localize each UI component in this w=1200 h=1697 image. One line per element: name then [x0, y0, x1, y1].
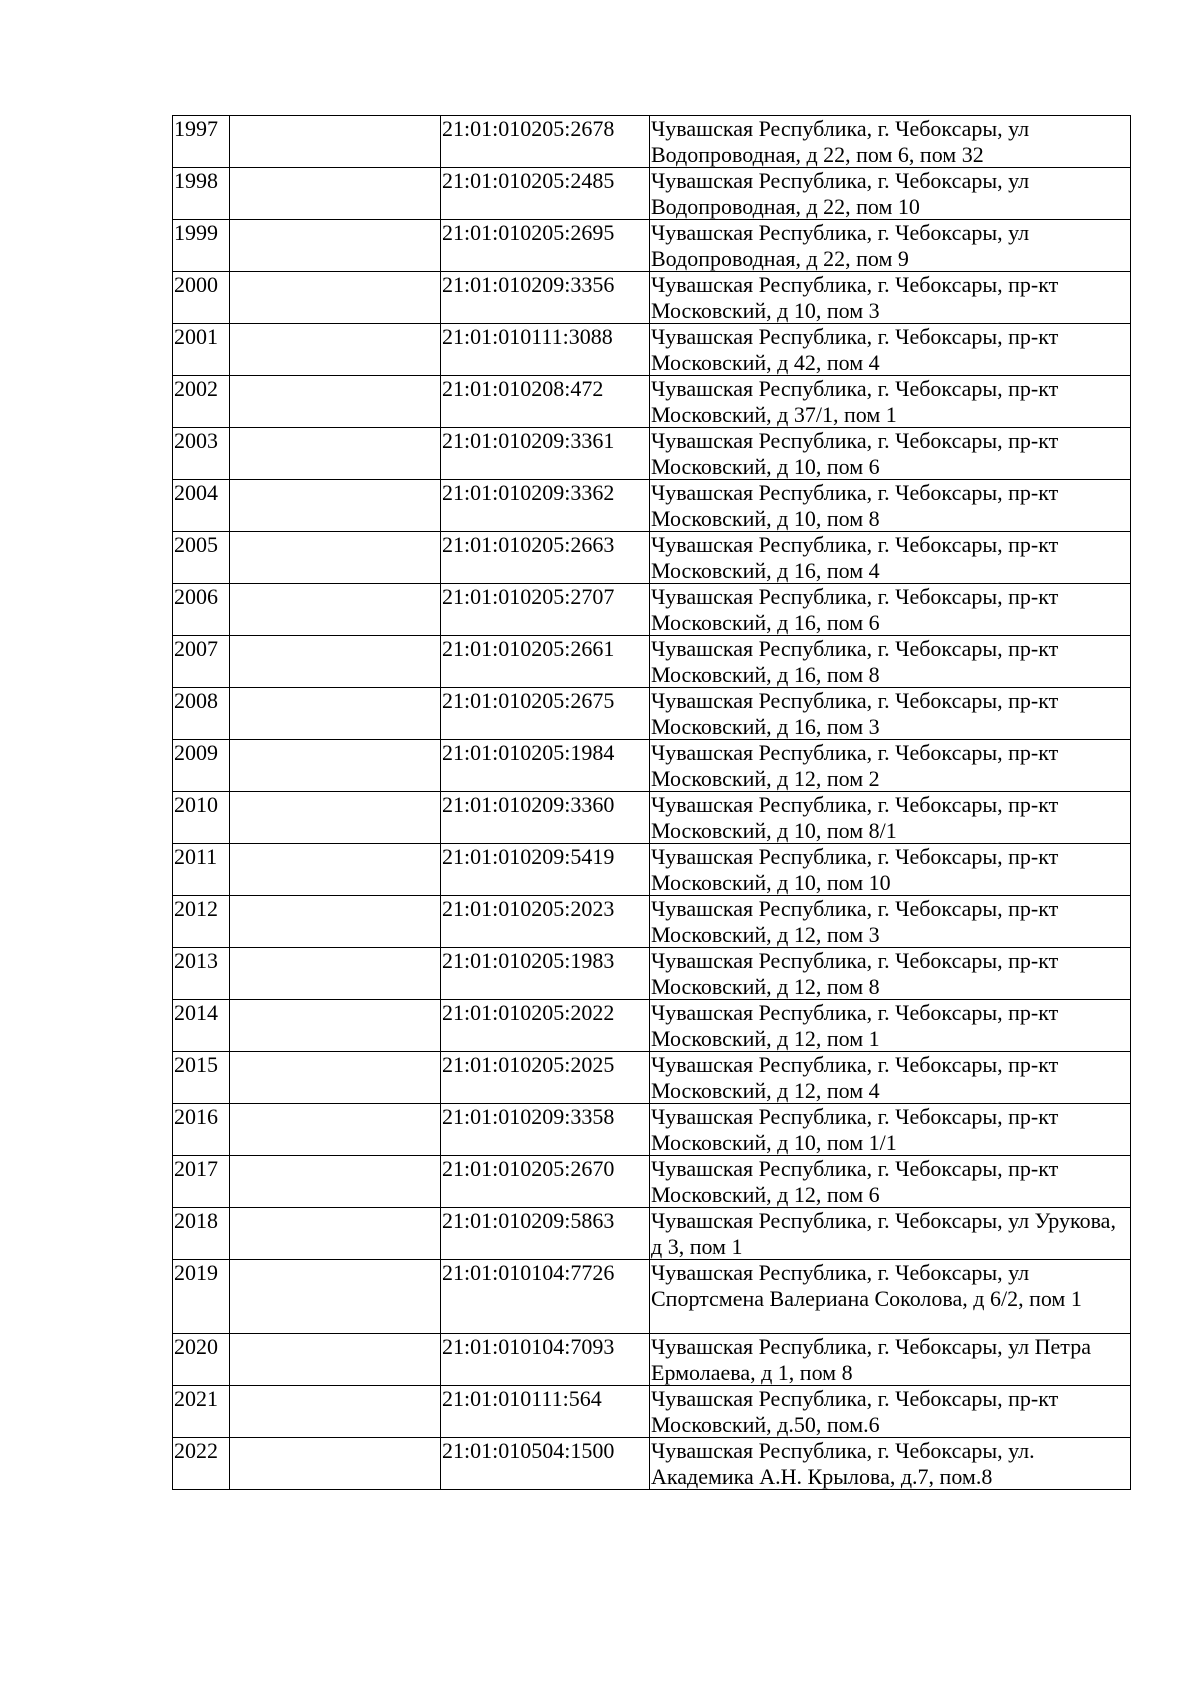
address-cell: Чувашская Республика, г. Чебоксары, пр-кт Московский, д 10, пом 8 — [650, 480, 1131, 532]
owner-cell — [230, 1438, 441, 1490]
address-cell: Чувашская Республика, г. Чебоксары, пр-кт Московский, д 10, пом 6 — [650, 428, 1131, 480]
table-row — [173, 1104, 1131, 1156]
row-number-cell: 2022 — [173, 1438, 230, 1490]
row-number-cell: 2001 — [173, 324, 230, 376]
address-cell: Чувашская Республика, г. Чебоксары, пр-кт Московский, д 16, пом 8 — [650, 636, 1131, 688]
owner-cell — [230, 1104, 441, 1156]
row-number-cell: 2012 — [173, 896, 230, 948]
cadastral-number-cell: 21:01:010209:3358 — [441, 1104, 650, 1156]
cadastral-number-cell: 21:01:010205:2675 — [441, 688, 650, 740]
cadastral-number-cell: 21:01:010205:2661 — [441, 636, 650, 688]
owner-cell — [230, 1334, 441, 1386]
cadastral-number-cell: 21:01:010205:1984 — [441, 740, 650, 792]
address-cell: Чувашская Республика, г. Чебоксары, ул Водопроводная, д 22, пом 6, пом 32 — [650, 116, 1131, 168]
row-number-cell: 2014 — [173, 1000, 230, 1052]
row-number-cell: 1997 — [173, 116, 230, 168]
address-cell: Чувашская Республика, г. Чебоксары, ул. Академика А.Н. Крылова, д.7, пом.8 — [650, 1438, 1131, 1490]
owner-cell — [230, 220, 441, 272]
owner-cell — [230, 584, 441, 636]
cadastral-number-cell: 21:01:010205:2707 — [441, 584, 650, 636]
row-number-cell: 2019 — [173, 1260, 230, 1334]
address-cell: Чувашская Республика, г. Чебоксары, ул Петра Ермолаева, д 1, пом 8 — [650, 1334, 1131, 1386]
table-row — [173, 792, 1131, 844]
owner-cell — [230, 896, 441, 948]
table-row — [173, 168, 1131, 220]
row-number-cell: 2006 — [173, 584, 230, 636]
address-cell: Чувашская Республика, г. Чебоксары, ул Водопроводная, д 22, пом 9 — [650, 220, 1131, 272]
table-row — [173, 584, 1131, 636]
row-number-cell: 2015 — [173, 1052, 230, 1104]
address-cell: Чувашская Республика, г. Чебоксары, пр-кт Московский, д 12, пом 3 — [650, 896, 1131, 948]
row-number-cell: 1998 — [173, 168, 230, 220]
table-row — [173, 532, 1131, 584]
owner-cell — [230, 532, 441, 584]
address-cell: Чувашская Республика, г. Чебоксары, пр-кт Московский, д 12, пом 4 — [650, 1052, 1131, 1104]
cadastral-number-cell: 21:01:010209:5863 — [441, 1208, 650, 1260]
table-row — [173, 220, 1131, 272]
row-number-cell: 1999 — [173, 220, 230, 272]
table-row — [173, 428, 1131, 480]
cadastral-number-cell: 21:01:010104:7726 — [441, 1260, 650, 1334]
address-cell: Чувашская Республика, г. Чебоксары, пр-кт Московский, д 16, пом 4 — [650, 532, 1131, 584]
table-row — [173, 480, 1131, 532]
owner-cell — [230, 1000, 441, 1052]
owner-cell — [230, 948, 441, 1000]
row-number-cell: 2016 — [173, 1104, 230, 1156]
address-cell: Чувашская Республика, г. Чебоксары, пр-кт Московский, д 37/1, пом 1 — [650, 376, 1131, 428]
table-row — [173, 948, 1131, 1000]
cadastral-number-cell: 21:01:010205:2695 — [441, 220, 650, 272]
owner-cell — [230, 272, 441, 324]
address-cell: Чувашская Республика, г. Чебоксары, пр-кт Московский, д 42, пом 4 — [650, 324, 1131, 376]
address-cell: Чувашская Республика, г. Чебоксары, пр-кт Московский, д 10, пом 10 — [650, 844, 1131, 896]
row-number-cell: 2009 — [173, 740, 230, 792]
cadastral-number-cell: 21:01:010205:2670 — [441, 1156, 650, 1208]
address-cell: Чувашская Республика, г. Чебоксары, пр-кт Московский, д 10, пом 8/1 — [650, 792, 1131, 844]
table-row — [173, 1052, 1131, 1104]
row-number-cell: 2005 — [173, 532, 230, 584]
table-row — [173, 272, 1131, 324]
address-cell: Чувашская Республика, г. Чебоксары, пр-кт Московский, д 12, пом 6 — [650, 1156, 1131, 1208]
row-number-cell: 2017 — [173, 1156, 230, 1208]
row-number-cell: 2021 — [173, 1386, 230, 1438]
owner-cell — [230, 844, 441, 896]
table-row — [173, 896, 1131, 948]
row-number-cell: 2010 — [173, 792, 230, 844]
table-row — [173, 636, 1131, 688]
cadastral-number-cell: 21:01:010205:2022 — [441, 1000, 650, 1052]
cadastral-number-cell: 21:01:010209:5419 — [441, 844, 650, 896]
cadastral-number-cell: 21:01:010205:2678 — [441, 116, 650, 168]
owner-cell — [230, 740, 441, 792]
row-number-cell: 2000 — [173, 272, 230, 324]
cadastral-number-cell: 21:01:010205:2663 — [441, 532, 650, 584]
owner-cell — [230, 376, 441, 428]
cadastral-number-cell: 21:01:010209:3362 — [441, 480, 650, 532]
registry-body — [173, 116, 1131, 1490]
cadastral-number-cell: 21:01:010209:3356 — [441, 272, 650, 324]
address-cell: Чувашская Республика, г. Чебоксары, ул Водопроводная, д 22, пом 10 — [650, 168, 1131, 220]
table-row — [173, 1334, 1131, 1386]
owner-cell — [230, 428, 441, 480]
owner-cell — [230, 1260, 441, 1334]
cadastral-number-cell: 21:01:010205:1983 — [441, 948, 650, 1000]
row-number-cell: 2004 — [173, 480, 230, 532]
cadastral-number-cell: 21:01:010504:1500 — [441, 1438, 650, 1490]
row-number-cell: 2011 — [173, 844, 230, 896]
cadastral-number-cell: 21:01:010111:3088 — [441, 324, 650, 376]
table-row — [173, 324, 1131, 376]
owner-cell — [230, 168, 441, 220]
owner-cell — [230, 116, 441, 168]
address-cell: Чувашская Республика, г. Чебоксары, пр-кт Московский, д 10, пом 1/1 — [650, 1104, 1131, 1156]
owner-cell — [230, 1386, 441, 1438]
row-number-cell: 2013 — [173, 948, 230, 1000]
cadastral-number-cell: 21:01:010209:3360 — [441, 792, 650, 844]
owner-cell — [230, 324, 441, 376]
address-cell: Чувашская Республика, г. Чебоксары, пр-кт Московский, д 12, пом 1 — [650, 1000, 1131, 1052]
table-row — [173, 1386, 1131, 1438]
address-cell: Чувашская Республика, г. Чебоксары, пр-кт Московский, д 16, пом 6 — [650, 584, 1131, 636]
address-cell: Чувашская Республика, г. Чебоксары, пр-кт Московский, д.50, пом.6 — [650, 1386, 1131, 1438]
property-registry-table — [172, 115, 1131, 1490]
table-row — [173, 116, 1131, 168]
owner-cell — [230, 792, 441, 844]
cadastral-number-cell: 21:01:010205:2485 — [441, 168, 650, 220]
owner-cell — [230, 1052, 441, 1104]
row-number-cell: 2003 — [173, 428, 230, 480]
address-cell: Чувашская Республика, г. Чебоксары, пр-кт Московский, д 12, пом 8 — [650, 948, 1131, 1000]
address-cell: Чувашская Республика, г. Чебоксары, ул Спортсмена Валериана Соколова, д 6/2, пом 1 — [650, 1260, 1131, 1334]
address-cell: Чувашская Республика, г. Чебоксары, пр-кт Московский, д 10, пом 3 — [650, 272, 1131, 324]
row-number-cell: 2008 — [173, 688, 230, 740]
owner-cell — [230, 636, 441, 688]
address-cell: Чувашская Республика, г. Чебоксары, пр-кт Московский, д 12, пом 2 — [650, 740, 1131, 792]
cadastral-number-cell: 21:01:010104:7093 — [441, 1334, 650, 1386]
table-row — [173, 1208, 1131, 1260]
table-row — [173, 1438, 1131, 1490]
row-number-cell: 2018 — [173, 1208, 230, 1260]
cadastral-number-cell: 21:01:010208:472 — [441, 376, 650, 428]
row-number-cell: 2007 — [173, 636, 230, 688]
table-row — [173, 1156, 1131, 1208]
owner-cell — [230, 1156, 441, 1208]
owner-cell — [230, 688, 441, 740]
cadastral-number-cell: 21:01:010205:2023 — [441, 896, 650, 948]
cadastral-number-cell: 21:01:010205:2025 — [441, 1052, 650, 1104]
address-cell: Чувашская Республика, г. Чебоксары, ул Урукова, д 3, пом 1 — [650, 1208, 1131, 1260]
table-row — [173, 844, 1131, 896]
row-number-cell: 2020 — [173, 1334, 230, 1386]
table-row — [173, 1260, 1131, 1334]
owner-cell — [230, 480, 441, 532]
table-row — [173, 1000, 1131, 1052]
address-cell: Чувашская Республика, г. Чебоксары, пр-кт Московский, д 16, пом 3 — [650, 688, 1131, 740]
owner-cell — [230, 1208, 441, 1260]
table-row — [173, 376, 1131, 428]
cadastral-number-cell: 21:01:010111:564 — [441, 1386, 650, 1438]
cadastral-number-cell: 21:01:010209:3361 — [441, 428, 650, 480]
table-row — [173, 688, 1131, 740]
table-row — [173, 740, 1131, 792]
row-number-cell: 2002 — [173, 376, 230, 428]
